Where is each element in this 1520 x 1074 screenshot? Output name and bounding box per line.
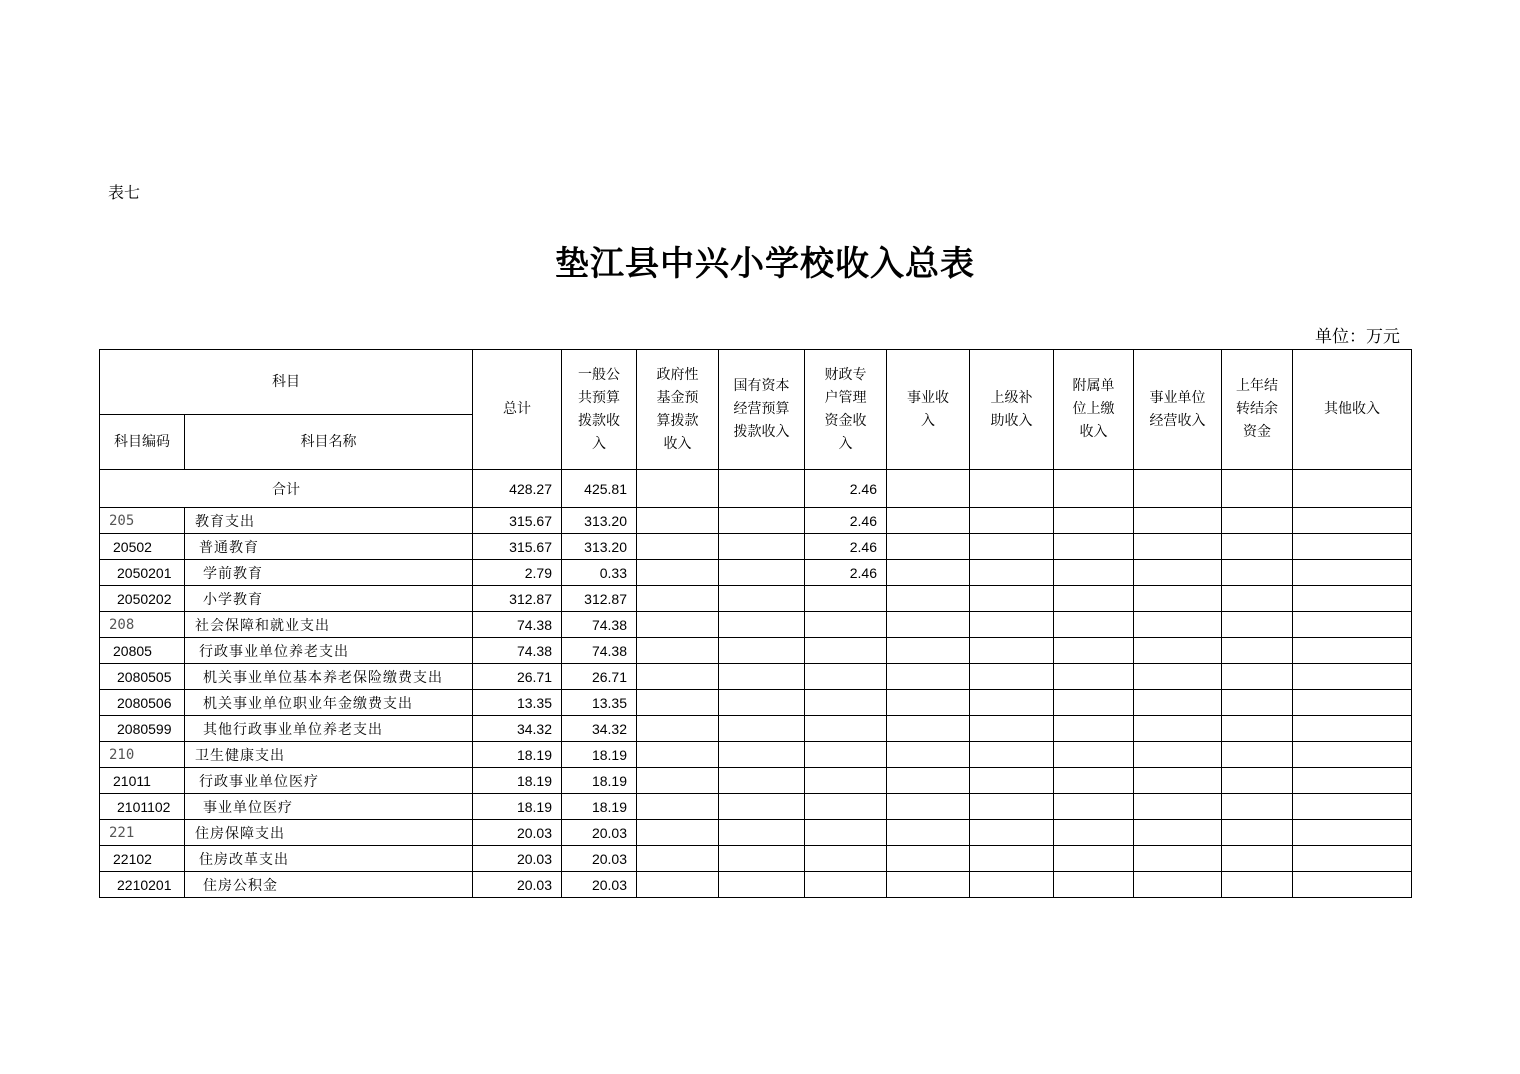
table-row bbox=[100, 508, 1412, 534]
total-cell: 315.67 bbox=[473, 508, 562, 534]
affiliated-payment-cell bbox=[1054, 664, 1134, 690]
subject-name-cell: 小学教育 bbox=[185, 586, 473, 612]
gov-fund-cell bbox=[637, 638, 719, 664]
superior-subsidy-cell bbox=[970, 742, 1054, 768]
subject-code-cell: 221 bbox=[100, 820, 185, 846]
affiliated-payment-cell bbox=[1054, 716, 1134, 742]
general-budget-cell: 313.20 bbox=[562, 534, 637, 560]
affiliated-payment-cell bbox=[1054, 768, 1134, 794]
header-gov-fund: 政府性基金预算拨款收入 bbox=[637, 350, 719, 470]
carryover-cell bbox=[1222, 742, 1293, 768]
general-budget-cell: 18.19 bbox=[562, 794, 637, 820]
total-carryover bbox=[1222, 470, 1293, 508]
table-row bbox=[100, 820, 1412, 846]
subject-code-cell: 208 bbox=[100, 612, 185, 638]
other-income-cell bbox=[1293, 508, 1412, 534]
general-budget-cell: 13.35 bbox=[562, 690, 637, 716]
carryover-cell bbox=[1222, 664, 1293, 690]
table-row bbox=[100, 690, 1412, 716]
carryover-cell bbox=[1222, 612, 1293, 638]
business-income-cell bbox=[887, 872, 970, 898]
subject-name-cell: 学前教育 bbox=[185, 560, 473, 586]
other-income-cell bbox=[1293, 664, 1412, 690]
total-cell: 315.67 bbox=[473, 534, 562, 560]
business-operating-cell bbox=[1134, 508, 1222, 534]
superior-subsidy-cell bbox=[970, 690, 1054, 716]
gov-fund-cell bbox=[637, 872, 719, 898]
total-fiscal-special: 2.46 bbox=[805, 470, 887, 508]
business-income-cell bbox=[887, 768, 970, 794]
state-capital-cell bbox=[719, 612, 805, 638]
gov-fund-cell bbox=[637, 768, 719, 794]
business-income-cell bbox=[887, 612, 970, 638]
fiscal-special-cell: 2.46 bbox=[805, 560, 887, 586]
affiliated-payment-cell bbox=[1054, 560, 1134, 586]
carryover-cell bbox=[1222, 690, 1293, 716]
header-general-budget: 一般公共预算拨款收入 bbox=[562, 350, 637, 470]
affiliated-payment-cell bbox=[1054, 690, 1134, 716]
header-affiliated-payment: 附属单位上缴收入 bbox=[1054, 350, 1134, 470]
total-cell: 18.19 bbox=[473, 768, 562, 794]
other-income-cell bbox=[1293, 612, 1412, 638]
subject-code-cell: 2080599 bbox=[100, 716, 185, 742]
affiliated-payment-cell bbox=[1054, 794, 1134, 820]
total-other-income bbox=[1293, 470, 1412, 508]
gov-fund-cell bbox=[637, 690, 719, 716]
state-capital-cell bbox=[719, 820, 805, 846]
other-income-cell bbox=[1293, 690, 1412, 716]
subject-code-cell: 2101102 bbox=[100, 794, 185, 820]
subject-name-cell: 行政事业单位养老支出 bbox=[185, 638, 473, 664]
other-income-cell bbox=[1293, 872, 1412, 898]
carryover-cell bbox=[1222, 508, 1293, 534]
table-row bbox=[100, 586, 1412, 612]
general-budget-cell: 20.03 bbox=[562, 820, 637, 846]
total-general-budget: 425.81 bbox=[562, 470, 637, 508]
general-budget-cell: 20.03 bbox=[562, 872, 637, 898]
total-cell: 20.03 bbox=[473, 820, 562, 846]
state-capital-cell bbox=[719, 742, 805, 768]
fiscal-special-cell bbox=[805, 664, 887, 690]
business-operating-cell bbox=[1134, 690, 1222, 716]
general-budget-cell: 312.87 bbox=[562, 586, 637, 612]
total-cell: 13.35 bbox=[473, 690, 562, 716]
general-budget-cell: 313.20 bbox=[562, 508, 637, 534]
business-income-cell bbox=[887, 586, 970, 612]
total-cell: 26.71 bbox=[473, 664, 562, 690]
header-subject: 科目 bbox=[100, 350, 473, 415]
business-operating-cell bbox=[1134, 534, 1222, 560]
total-business-income bbox=[887, 470, 970, 508]
business-income-cell bbox=[887, 534, 970, 560]
total-affiliated-payment bbox=[1054, 470, 1134, 508]
other-income-cell bbox=[1293, 846, 1412, 872]
total-cell: 2.79 bbox=[473, 560, 562, 586]
other-income-cell bbox=[1293, 820, 1412, 846]
gov-fund-cell bbox=[637, 534, 719, 560]
state-capital-cell bbox=[719, 638, 805, 664]
fiscal-special-cell: 2.46 bbox=[805, 534, 887, 560]
fiscal-special-cell bbox=[805, 612, 887, 638]
business-income-cell bbox=[887, 716, 970, 742]
superior-subsidy-cell bbox=[970, 586, 1054, 612]
table-row bbox=[100, 560, 1412, 586]
total-cell: 18.19 bbox=[473, 742, 562, 768]
gov-fund-cell bbox=[637, 508, 719, 534]
business-operating-cell bbox=[1134, 794, 1222, 820]
superior-subsidy-cell bbox=[970, 846, 1054, 872]
business-income-cell bbox=[887, 664, 970, 690]
state-capital-cell bbox=[719, 768, 805, 794]
income-summary-table bbox=[99, 349, 1412, 898]
other-income-cell bbox=[1293, 534, 1412, 560]
superior-subsidy-cell bbox=[970, 612, 1054, 638]
total-state-capital bbox=[719, 470, 805, 508]
business-income-cell bbox=[887, 794, 970, 820]
other-income-cell bbox=[1293, 716, 1412, 742]
fiscal-special-cell bbox=[805, 794, 887, 820]
gov-fund-cell bbox=[637, 820, 719, 846]
fiscal-special-cell bbox=[805, 872, 887, 898]
table-row bbox=[100, 794, 1412, 820]
fiscal-special-cell bbox=[805, 690, 887, 716]
subject-name-cell: 住房保障支出 bbox=[185, 820, 473, 846]
total-cell: 20.03 bbox=[473, 872, 562, 898]
subject-code-cell: 2050201 bbox=[100, 560, 185, 586]
table-row bbox=[100, 846, 1412, 872]
gov-fund-cell bbox=[637, 612, 719, 638]
business-operating-cell bbox=[1134, 768, 1222, 794]
document-title: 垫江县中兴小学校收入总表 bbox=[555, 244, 975, 284]
business-operating-cell bbox=[1134, 846, 1222, 872]
state-capital-cell bbox=[719, 586, 805, 612]
superior-subsidy-cell bbox=[970, 768, 1054, 794]
total-total: 428.27 bbox=[473, 470, 562, 508]
fiscal-special-cell bbox=[805, 742, 887, 768]
total-business-operating bbox=[1134, 470, 1222, 508]
affiliated-payment-cell bbox=[1054, 534, 1134, 560]
subject-name-cell: 卫生健康支出 bbox=[185, 742, 473, 768]
total-gov-fund bbox=[637, 470, 719, 508]
fiscal-special-cell bbox=[805, 638, 887, 664]
gov-fund-cell bbox=[637, 586, 719, 612]
business-operating-cell bbox=[1134, 664, 1222, 690]
gov-fund-cell bbox=[637, 846, 719, 872]
other-income-cell bbox=[1293, 560, 1412, 586]
table-row bbox=[100, 768, 1412, 794]
state-capital-cell bbox=[719, 508, 805, 534]
subject-code-cell: 21011 bbox=[100, 768, 185, 794]
table-row bbox=[100, 664, 1412, 690]
subject-name-cell: 事业单位医疗 bbox=[185, 794, 473, 820]
state-capital-cell bbox=[719, 690, 805, 716]
business-income-cell bbox=[887, 690, 970, 716]
subject-code-cell: 2080506 bbox=[100, 690, 185, 716]
business-income-cell bbox=[887, 742, 970, 768]
fiscal-special-cell bbox=[805, 846, 887, 872]
table-row bbox=[100, 742, 1412, 768]
total-cell: 20.03 bbox=[473, 846, 562, 872]
affiliated-payment-cell bbox=[1054, 612, 1134, 638]
carryover-cell bbox=[1222, 820, 1293, 846]
table-row bbox=[100, 638, 1412, 664]
header-code: 科目编码 bbox=[100, 415, 185, 470]
subject-name-cell: 行政事业单位医疗 bbox=[185, 768, 473, 794]
subject-name-cell: 其他行政事业单位养老支出 bbox=[185, 716, 473, 742]
general-budget-cell: 18.19 bbox=[562, 742, 637, 768]
state-capital-cell bbox=[719, 534, 805, 560]
subject-name-cell: 社会保障和就业支出 bbox=[185, 612, 473, 638]
subject-code-cell: 205 bbox=[100, 508, 185, 534]
other-income-cell bbox=[1293, 768, 1412, 794]
carryover-cell bbox=[1222, 846, 1293, 872]
general-budget-cell: 74.38 bbox=[562, 638, 637, 664]
superior-subsidy-cell bbox=[970, 508, 1054, 534]
subject-code-cell: 2210201 bbox=[100, 872, 185, 898]
state-capital-cell bbox=[719, 794, 805, 820]
subject-code-cell: 2050202 bbox=[100, 586, 185, 612]
carryover-cell bbox=[1222, 768, 1293, 794]
header-superior-subsidy: 上级补助收入 bbox=[970, 350, 1054, 470]
business-operating-cell bbox=[1134, 820, 1222, 846]
gov-fund-cell bbox=[637, 716, 719, 742]
business-operating-cell bbox=[1134, 638, 1222, 664]
header-name: 科目名称 bbox=[185, 415, 473, 470]
carryover-cell bbox=[1222, 638, 1293, 664]
total-superior-subsidy bbox=[970, 470, 1054, 508]
subject-code-cell: 20805 bbox=[100, 638, 185, 664]
table-number-label: 表七 bbox=[108, 183, 141, 202]
superior-subsidy-cell bbox=[970, 820, 1054, 846]
subject-name-cell: 机关事业单位基本养老保险缴费支出 bbox=[185, 664, 473, 690]
other-income-cell bbox=[1293, 586, 1412, 612]
unit-label: 单位：万元 bbox=[1315, 327, 1400, 347]
superior-subsidy-cell bbox=[970, 716, 1054, 742]
state-capital-cell bbox=[719, 846, 805, 872]
header-state-capital: 国有资本经营预算拨款收入 bbox=[719, 350, 805, 470]
superior-subsidy-cell bbox=[970, 794, 1054, 820]
state-capital-cell bbox=[719, 664, 805, 690]
gov-fund-cell bbox=[637, 560, 719, 586]
state-capital-cell bbox=[719, 872, 805, 898]
business-operating-cell bbox=[1134, 742, 1222, 768]
total-cell: 74.38 bbox=[473, 638, 562, 664]
business-income-cell bbox=[887, 638, 970, 664]
superior-subsidy-cell bbox=[970, 560, 1054, 586]
fiscal-special-cell bbox=[805, 768, 887, 794]
gov-fund-cell bbox=[637, 794, 719, 820]
affiliated-payment-cell bbox=[1054, 846, 1134, 872]
table-row bbox=[100, 612, 1412, 638]
gov-fund-cell bbox=[637, 742, 719, 768]
total-label: 合计 bbox=[100, 470, 473, 508]
affiliated-payment-cell bbox=[1054, 820, 1134, 846]
business-income-cell bbox=[887, 820, 970, 846]
affiliated-payment-cell bbox=[1054, 508, 1134, 534]
other-income-cell bbox=[1293, 742, 1412, 768]
carryover-cell bbox=[1222, 794, 1293, 820]
carryover-cell bbox=[1222, 560, 1293, 586]
fiscal-special-cell bbox=[805, 586, 887, 612]
subject-code-cell: 2080505 bbox=[100, 664, 185, 690]
subject-name-cell: 机关事业单位职业年金缴费支出 bbox=[185, 690, 473, 716]
fiscal-special-cell: 2.46 bbox=[805, 508, 887, 534]
state-capital-cell bbox=[719, 560, 805, 586]
subject-code-cell: 22102 bbox=[100, 846, 185, 872]
general-budget-cell: 74.38 bbox=[562, 612, 637, 638]
general-budget-cell: 0.33 bbox=[562, 560, 637, 586]
business-income-cell bbox=[887, 846, 970, 872]
header-business-operating: 事业单位经营收入 bbox=[1134, 350, 1222, 470]
general-budget-cell: 18.19 bbox=[562, 768, 637, 794]
total-cell: 312.87 bbox=[473, 586, 562, 612]
business-operating-cell bbox=[1134, 560, 1222, 586]
subject-name-cell: 普通教育 bbox=[185, 534, 473, 560]
gov-fund-cell bbox=[637, 664, 719, 690]
business-operating-cell bbox=[1134, 586, 1222, 612]
header-other-income: 其他收入 bbox=[1293, 350, 1412, 470]
subject-code-cell: 20502 bbox=[100, 534, 185, 560]
superior-subsidy-cell bbox=[970, 534, 1054, 560]
affiliated-payment-cell bbox=[1054, 872, 1134, 898]
subject-name-cell: 住房改革支出 bbox=[185, 846, 473, 872]
general-budget-cell: 34.32 bbox=[562, 716, 637, 742]
other-income-cell bbox=[1293, 638, 1412, 664]
carryover-cell bbox=[1222, 716, 1293, 742]
subject-name-cell: 住房公积金 bbox=[185, 872, 473, 898]
fiscal-special-cell bbox=[805, 716, 887, 742]
state-capital-cell bbox=[719, 716, 805, 742]
superior-subsidy-cell bbox=[970, 872, 1054, 898]
fiscal-special-cell bbox=[805, 820, 887, 846]
header-business-income: 事业收入 bbox=[887, 350, 970, 470]
total-cell: 18.19 bbox=[473, 794, 562, 820]
header-carryover: 上年结转结余资金 bbox=[1222, 350, 1293, 470]
table-row bbox=[100, 872, 1412, 898]
subject-name-cell: 教育支出 bbox=[185, 508, 473, 534]
header-total: 总计 bbox=[473, 350, 562, 470]
table-row bbox=[100, 716, 1412, 742]
subject-code-cell: 210 bbox=[100, 742, 185, 768]
business-income-cell bbox=[887, 508, 970, 534]
carryover-cell bbox=[1222, 586, 1293, 612]
general-budget-cell: 26.71 bbox=[562, 664, 637, 690]
total-cell: 74.38 bbox=[473, 612, 562, 638]
superior-subsidy-cell bbox=[970, 664, 1054, 690]
business-operating-cell bbox=[1134, 872, 1222, 898]
header-fiscal-special: 财政专户管理资金收入 bbox=[805, 350, 887, 470]
general-budget-cell: 20.03 bbox=[562, 846, 637, 872]
superior-subsidy-cell bbox=[970, 638, 1054, 664]
business-operating-cell bbox=[1134, 716, 1222, 742]
total-cell: 34.32 bbox=[473, 716, 562, 742]
affiliated-payment-cell bbox=[1054, 586, 1134, 612]
business-operating-cell bbox=[1134, 612, 1222, 638]
table-row bbox=[100, 534, 1412, 560]
affiliated-payment-cell bbox=[1054, 742, 1134, 768]
other-income-cell bbox=[1293, 794, 1412, 820]
carryover-cell bbox=[1222, 872, 1293, 898]
affiliated-payment-cell bbox=[1054, 638, 1134, 664]
total-row bbox=[100, 470, 1412, 508]
carryover-cell bbox=[1222, 534, 1293, 560]
business-income-cell bbox=[887, 560, 970, 586]
